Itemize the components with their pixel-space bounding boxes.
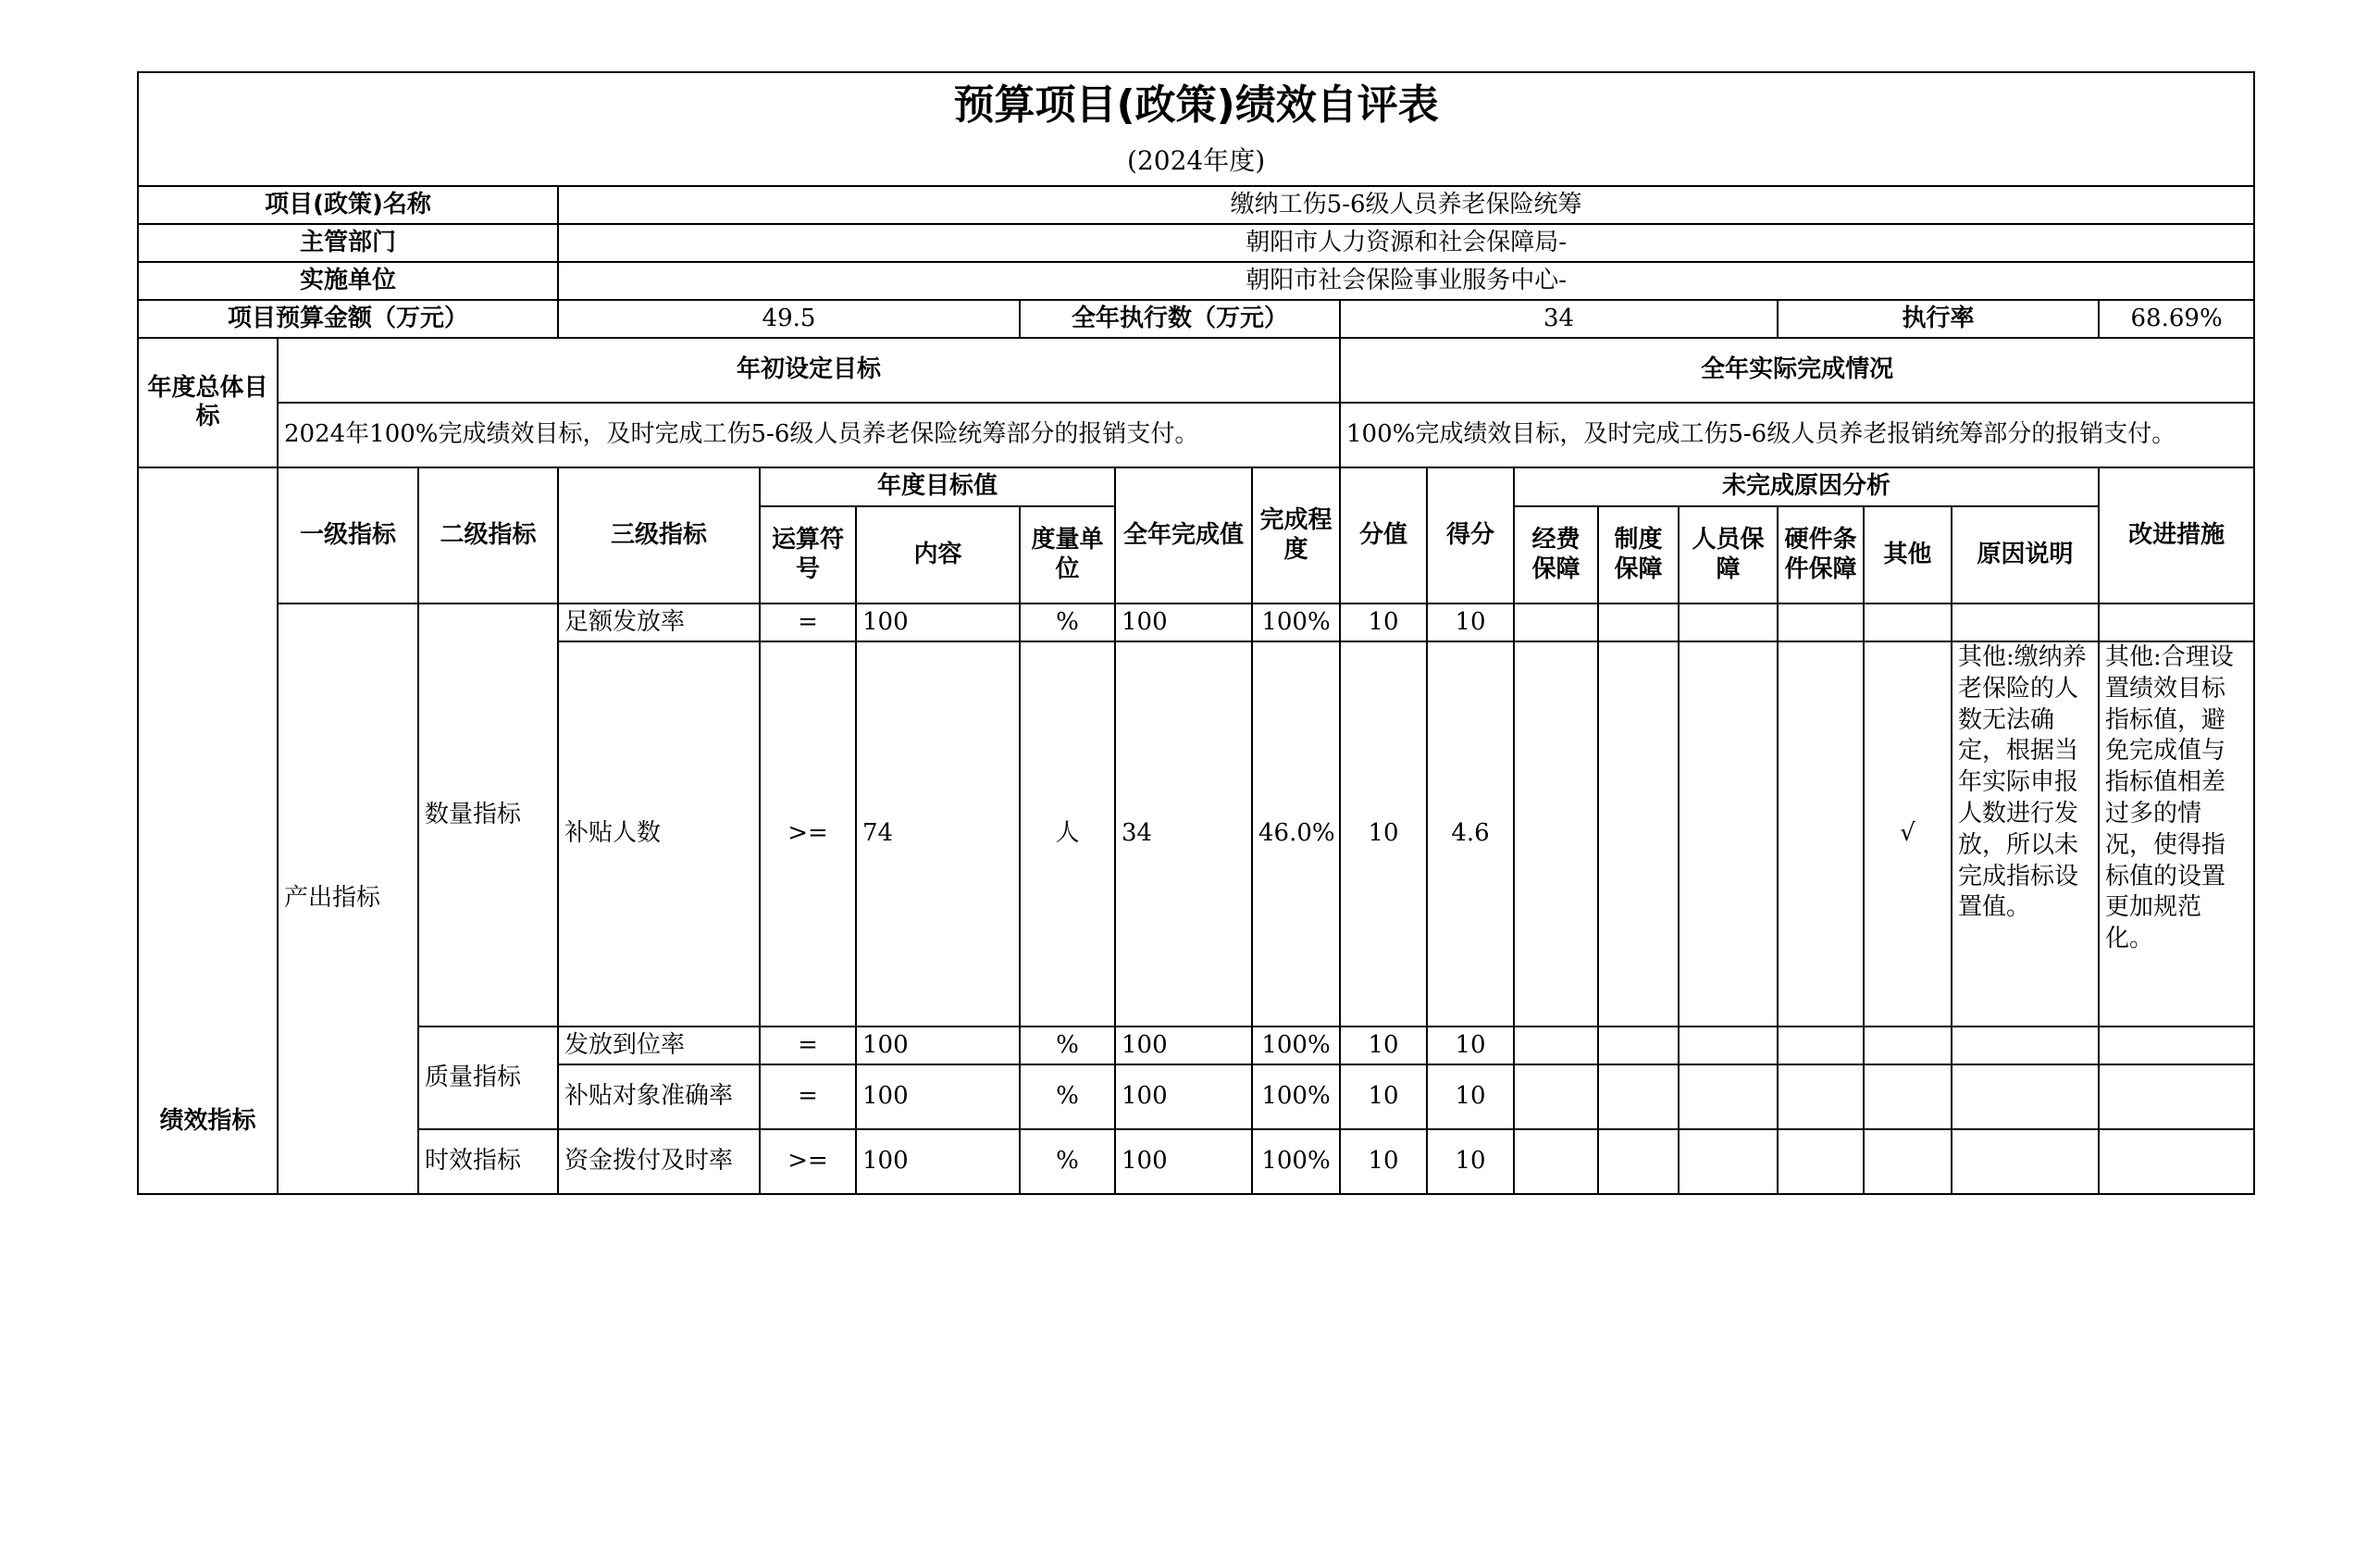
row4-improve: [2099, 1129, 2254, 1194]
row2-unit: %: [1020, 1027, 1115, 1064]
row2-reason: [1952, 1027, 2099, 1064]
row4-score: 10: [1427, 1129, 1514, 1194]
row3-value: 10: [1340, 1064, 1427, 1129]
row1-score: 4.6: [1427, 641, 1514, 1027]
header-full-year-value: 全年完成值: [1115, 467, 1252, 604]
header-improvement: 改进措施: [2099, 467, 2254, 604]
department-label: 主管部门: [138, 224, 558, 262]
row4-value: 10: [1340, 1129, 1427, 1194]
header-hardware: 硬件条件保障: [1778, 506, 1864, 604]
row3-name: 补贴对象准确率: [558, 1064, 760, 1129]
row4-hardware: [1778, 1129, 1864, 1194]
row0-degree: 100%: [1252, 604, 1340, 641]
header-completion-degree: 完成程度: [1252, 467, 1340, 604]
header-content: 内容: [856, 506, 1020, 604]
initial-goal-header: 年初设定目标: [278, 338, 1340, 403]
row0-operator: =: [760, 604, 856, 641]
header-annual-target: 年度目标值: [760, 467, 1115, 506]
row3-degree: 100%: [1252, 1064, 1340, 1129]
header-level2: 二级指标: [418, 467, 558, 604]
implementing-unit-label: 实施单位: [138, 262, 558, 300]
annual-execution-value: 34: [1340, 300, 1778, 338]
row1-personnel: [1679, 641, 1778, 1027]
department-value: 朝阳市人力资源和社会保障局-: [558, 224, 2254, 262]
row1-content: 74: [856, 641, 1020, 1027]
row1-improvement: 其他:合理设置绩效目标指标值，避免完成值与指标值相差过多的情况，使得指标值的设置更加规范化。: [2099, 641, 2254, 1027]
row2-funding: [1514, 1027, 1598, 1064]
row1-system: [1598, 641, 1679, 1027]
row4-system: [1598, 1129, 1679, 1194]
initial-goal-text: 2024年100%完成绩效目标，及时完成工伤5-6级人员养老保险统筹部分的报销支付。: [278, 403, 1340, 467]
row4-funding: [1514, 1129, 1598, 1194]
row4-operator: >=: [760, 1129, 856, 1194]
header-system: 制度保障: [1598, 506, 1679, 604]
header-reason: 原因说明: [1952, 506, 2099, 604]
row3-content: 100: [856, 1064, 1020, 1129]
overall-goal-label: 年度总体目标: [138, 338, 278, 467]
header-personnel: 人员保障: [1679, 506, 1778, 604]
row3-system: [1598, 1064, 1679, 1129]
row3-improve: [2099, 1064, 2254, 1129]
row3-actual: 100: [1115, 1064, 1252, 1129]
header-unit: 度量单位: [1020, 506, 1115, 604]
actual-completion-text: 100%完成绩效目标，及时完成工伤5-6级人员养老报销统筹部分的报销支付。: [1340, 403, 2254, 467]
row0-improve: [2099, 604, 2254, 641]
budget-label: 项目预算金额（万元）: [138, 300, 558, 338]
row2-personnel: [1679, 1027, 1778, 1064]
row0-actual: 100: [1115, 604, 1252, 641]
row2-operator: =: [760, 1027, 856, 1064]
row0-reason: [1952, 604, 2099, 641]
project-name-value: 缴纳工伤5-6级人员养老保险统筹: [558, 186, 2254, 224]
row3-unit: %: [1020, 1064, 1115, 1129]
row2-improve: [2099, 1027, 2254, 1064]
row3-reason: [1952, 1064, 2099, 1129]
row2-other: [1864, 1027, 1952, 1064]
row1-hardware: [1778, 641, 1864, 1027]
row4-personnel: [1679, 1129, 1778, 1194]
row2-content: 100: [856, 1027, 1020, 1064]
level2-timeliness: 时效指标: [418, 1129, 558, 1194]
row1-value: 10: [1340, 641, 1427, 1027]
row1-operator: >=: [760, 641, 856, 1027]
header-other: 其他: [1864, 506, 1952, 604]
level2-quality: 质量指标: [418, 1027, 558, 1129]
implementing-unit-value: 朝阳市社会保险事业服务中心-: [558, 262, 2254, 300]
table-title: 预算项目(政策)绩效自评表: [138, 72, 2254, 137]
row1-degree: 46.0%: [1252, 641, 1340, 1027]
row0-funding: [1514, 604, 1598, 641]
row4-content: 100: [856, 1129, 1020, 1194]
header-score: 得分: [1427, 467, 1514, 604]
row1-reason: 其他:缴纳养老保险的人数无法确定，根据当年实际申报人数进行发放，所以未完成指标设置值。: [1952, 641, 2099, 1027]
row0-content: 100: [856, 604, 1020, 641]
header-unfinished-analysis: 未完成原因分析: [1514, 467, 2099, 506]
row2-actual: 100: [1115, 1027, 1252, 1064]
row1-actual: 34: [1115, 641, 1252, 1027]
row0-unit: %: [1020, 604, 1115, 641]
row4-other: [1864, 1129, 1952, 1194]
row0-name: 足额发放率: [558, 604, 760, 641]
row0-score: 10: [1427, 604, 1514, 641]
row0-personnel: [1679, 604, 1778, 641]
row0-other: [1864, 604, 1952, 641]
row1-funding: [1514, 641, 1598, 1027]
row4-degree: 100%: [1252, 1129, 1340, 1194]
performance-indicators-label: 绩效指标: [138, 467, 278, 1194]
project-name-label: 项目(政策)名称: [138, 186, 558, 224]
row2-score: 10: [1427, 1027, 1514, 1064]
level2-quantity: 数量指标: [418, 604, 558, 1027]
row4-name: 资金拨付及时率: [558, 1129, 760, 1194]
row3-operator: =: [760, 1064, 856, 1129]
row3-hardware: [1778, 1064, 1864, 1129]
row3-other: [1864, 1064, 1952, 1129]
table-year: (2024年度): [138, 137, 2254, 186]
row2-value: 10: [1340, 1027, 1427, 1064]
execution-rate-value: 68.69%: [2099, 300, 2254, 338]
annual-execution-label: 全年执行数（万元）: [1020, 300, 1340, 338]
header-funding: 经费保障: [1514, 506, 1598, 604]
row3-personnel: [1679, 1064, 1778, 1129]
row2-hardware: [1778, 1027, 1864, 1064]
level1-output: 产出指标: [278, 604, 418, 1194]
row2-name: 发放到位率: [558, 1027, 760, 1064]
row0-hardware: [1778, 604, 1864, 641]
header-level3: 三级指标: [558, 467, 760, 604]
row1-other-check: √: [1864, 641, 1952, 1027]
row0-system: [1598, 604, 1679, 641]
actual-completion-header: 全年实际完成情况: [1340, 338, 2254, 403]
performance-self-evaluation-table: [137, 71, 2255, 1195]
row0-value: 10: [1340, 604, 1427, 641]
row2-system: [1598, 1027, 1679, 1064]
header-level1: 一级指标: [278, 467, 418, 604]
row3-score: 10: [1427, 1064, 1514, 1129]
row1-name: 补贴人数: [558, 641, 760, 1027]
row1-unit: 人: [1020, 641, 1115, 1027]
execution-rate-label: 执行率: [1778, 300, 2099, 338]
row4-reason: [1952, 1129, 2099, 1194]
header-operator: 运算符号: [760, 506, 856, 604]
row3-funding: [1514, 1064, 1598, 1129]
header-score-value: 分值: [1340, 467, 1427, 604]
row4-unit: %: [1020, 1129, 1115, 1194]
row4-actual: 100: [1115, 1129, 1252, 1194]
row2-degree: 100%: [1252, 1027, 1340, 1064]
budget-value: 49.5: [558, 300, 1020, 338]
